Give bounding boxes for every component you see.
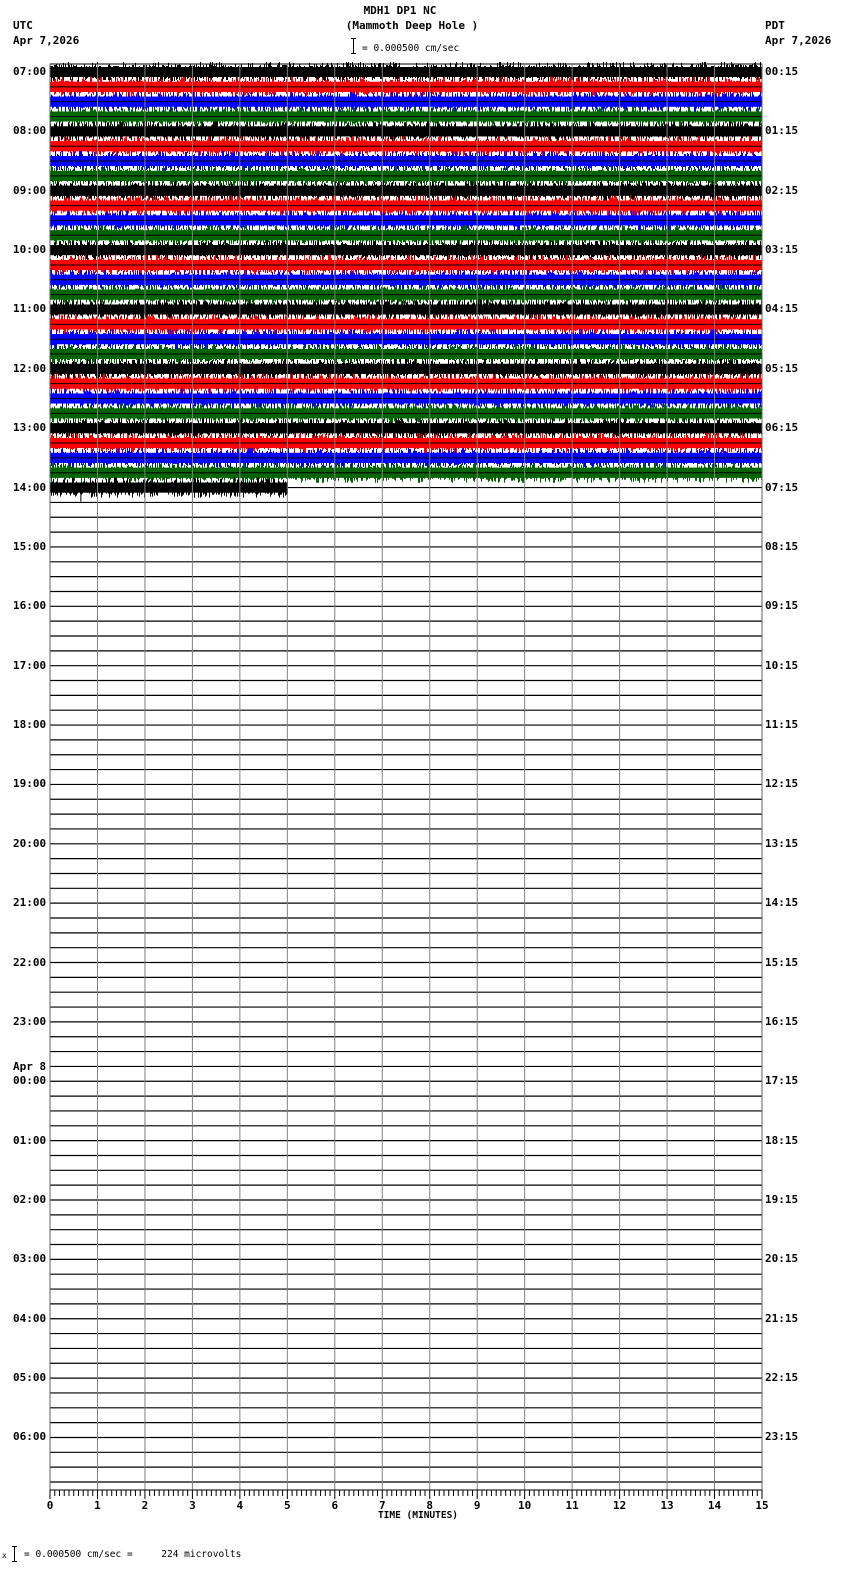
- pdt-hour-label: 18:15: [765, 1133, 799, 1147]
- utc-hour-label: 17:00: [13, 658, 47, 672]
- pdt-hour-label: 04:15: [765, 302, 799, 316]
- x-tick-label: 8: [426, 1499, 434, 1512]
- x-tick-label: 0: [46, 1499, 54, 1512]
- pdt-hour-label: 22:15: [765, 1371, 799, 1385]
- utc-hour-label: 07:00: [13, 65, 47, 78]
- pdt-hour-label: 11:15: [765, 718, 799, 732]
- x-tick-label: 12: [612, 1499, 627, 1512]
- utc-hour-label: 09:00: [13, 183, 47, 197]
- x-tick-label: 14: [707, 1499, 722, 1512]
- x-tick-label: 7: [378, 1499, 386, 1512]
- pdt-hour-label: 19:15: [765, 1193, 799, 1206]
- x-tick-label: 1: [94, 1499, 101, 1512]
- x-tick-label: 9: [473, 1499, 481, 1512]
- utc-hour-label: 04:00: [13, 1311, 47, 1325]
- right-timezone: PDT: [765, 19, 785, 32]
- pdt-hour-label: 13:15: [765, 836, 799, 850]
- pdt-hour-label: 09:15: [765, 599, 799, 613]
- utc-hour-label: 03:00: [13, 1252, 47, 1266]
- utc-hour-label: 02:00: [13, 1193, 47, 1206]
- scale-label: = 0.000500 cm/sec: [362, 43, 460, 54]
- x-tick-label: 10: [518, 1499, 532, 1512]
- pdt-hour-label: 03:15: [765, 243, 799, 257]
- x-axis-title: TIME (MINUTES): [377, 1510, 459, 1521]
- utc-hour-label: 18:00: [13, 718, 47, 732]
- pdt-hour-label: 08:15: [765, 539, 799, 553]
- utc-hour-label: 06:00: [13, 1430, 47, 1444]
- pdt-hour-label: 12:15: [765, 777, 799, 791]
- utc-hour-label: 21:00: [13, 896, 47, 910]
- right-date: Apr 7,2026: [765, 34, 832, 47]
- left-timezone: UTC: [13, 19, 33, 32]
- pdt-hour-label: 01:15: [765, 124, 799, 138]
- x-tick-label: 3: [189, 1499, 196, 1512]
- utc-hour-label: 13:00: [13, 421, 47, 435]
- utc-hour-label: 10:00: [13, 243, 47, 257]
- x-tick-label: 5: [284, 1499, 291, 1512]
- x-tick-label: 6: [331, 1499, 339, 1512]
- utc-hour-label: 00:00: [13, 1074, 47, 1088]
- pdt-hour-label: 14:15: [765, 896, 799, 910]
- x-tick-label: 13: [660, 1499, 674, 1512]
- utc-hour-label: 16:00: [13, 599, 47, 613]
- utc-hour-label: 08:00: [13, 124, 47, 138]
- pdt-hour-label: 23:15: [765, 1430, 799, 1444]
- utc-hour-label: 20:00: [13, 836, 47, 850]
- pdt-hour-label: 06:15: [765, 421, 799, 435]
- station-location: (Mammoth Deep Hole ): [345, 19, 479, 32]
- pdt-hour-label: 10:15: [765, 658, 799, 672]
- footer-scale-note: = 0.000500 cm/sec = 224 microvolts: [24, 1549, 242, 1560]
- pdt-hour-label: 05:15: [765, 361, 799, 375]
- pdt-hour-label: 21:15: [765, 1311, 799, 1325]
- footer-marker: x: [2, 1551, 7, 1560]
- pdt-hour-label: 02:15: [765, 183, 799, 197]
- x-tick-label: 15: [755, 1499, 769, 1512]
- utc-hour-label: 12:00: [13, 361, 47, 375]
- x-tick-label: 2: [141, 1499, 149, 1512]
- utc-hour-label: 15:00: [13, 539, 47, 553]
- utc-hour-label: 23:00: [13, 1014, 47, 1028]
- utc-hour-label: 11:00: [13, 302, 47, 316]
- x-tick-label: 11: [565, 1499, 579, 1512]
- utc-hour-label: 14:00: [13, 480, 47, 494]
- utc-date-label: Apr 8: [13, 1060, 47, 1074]
- utc-hour-label: 05:00: [13, 1371, 47, 1385]
- x-tick-label: 4: [236, 1499, 244, 1512]
- pdt-hour-label: 17:15: [765, 1074, 799, 1088]
- pdt-hour-label: 07:15: [765, 480, 799, 494]
- utc-hour-label: 19:00: [13, 777, 47, 791]
- pdt-hour-label: 15:15: [765, 955, 799, 969]
- pdt-hour-label: 00:15: [765, 65, 799, 78]
- utc-hour-label: 01:00: [13, 1133, 47, 1147]
- station-title: MDH1 DP1 NC: [363, 4, 437, 17]
- utc-hour-label: 22:00: [13, 955, 47, 969]
- footer-scale-bar-icon: [12, 1546, 17, 1562]
- left-date: Apr 7,2026: [13, 34, 80, 47]
- pdt-hour-label: 20:15: [765, 1252, 799, 1266]
- pdt-hour-label: 16:15: [765, 1014, 799, 1028]
